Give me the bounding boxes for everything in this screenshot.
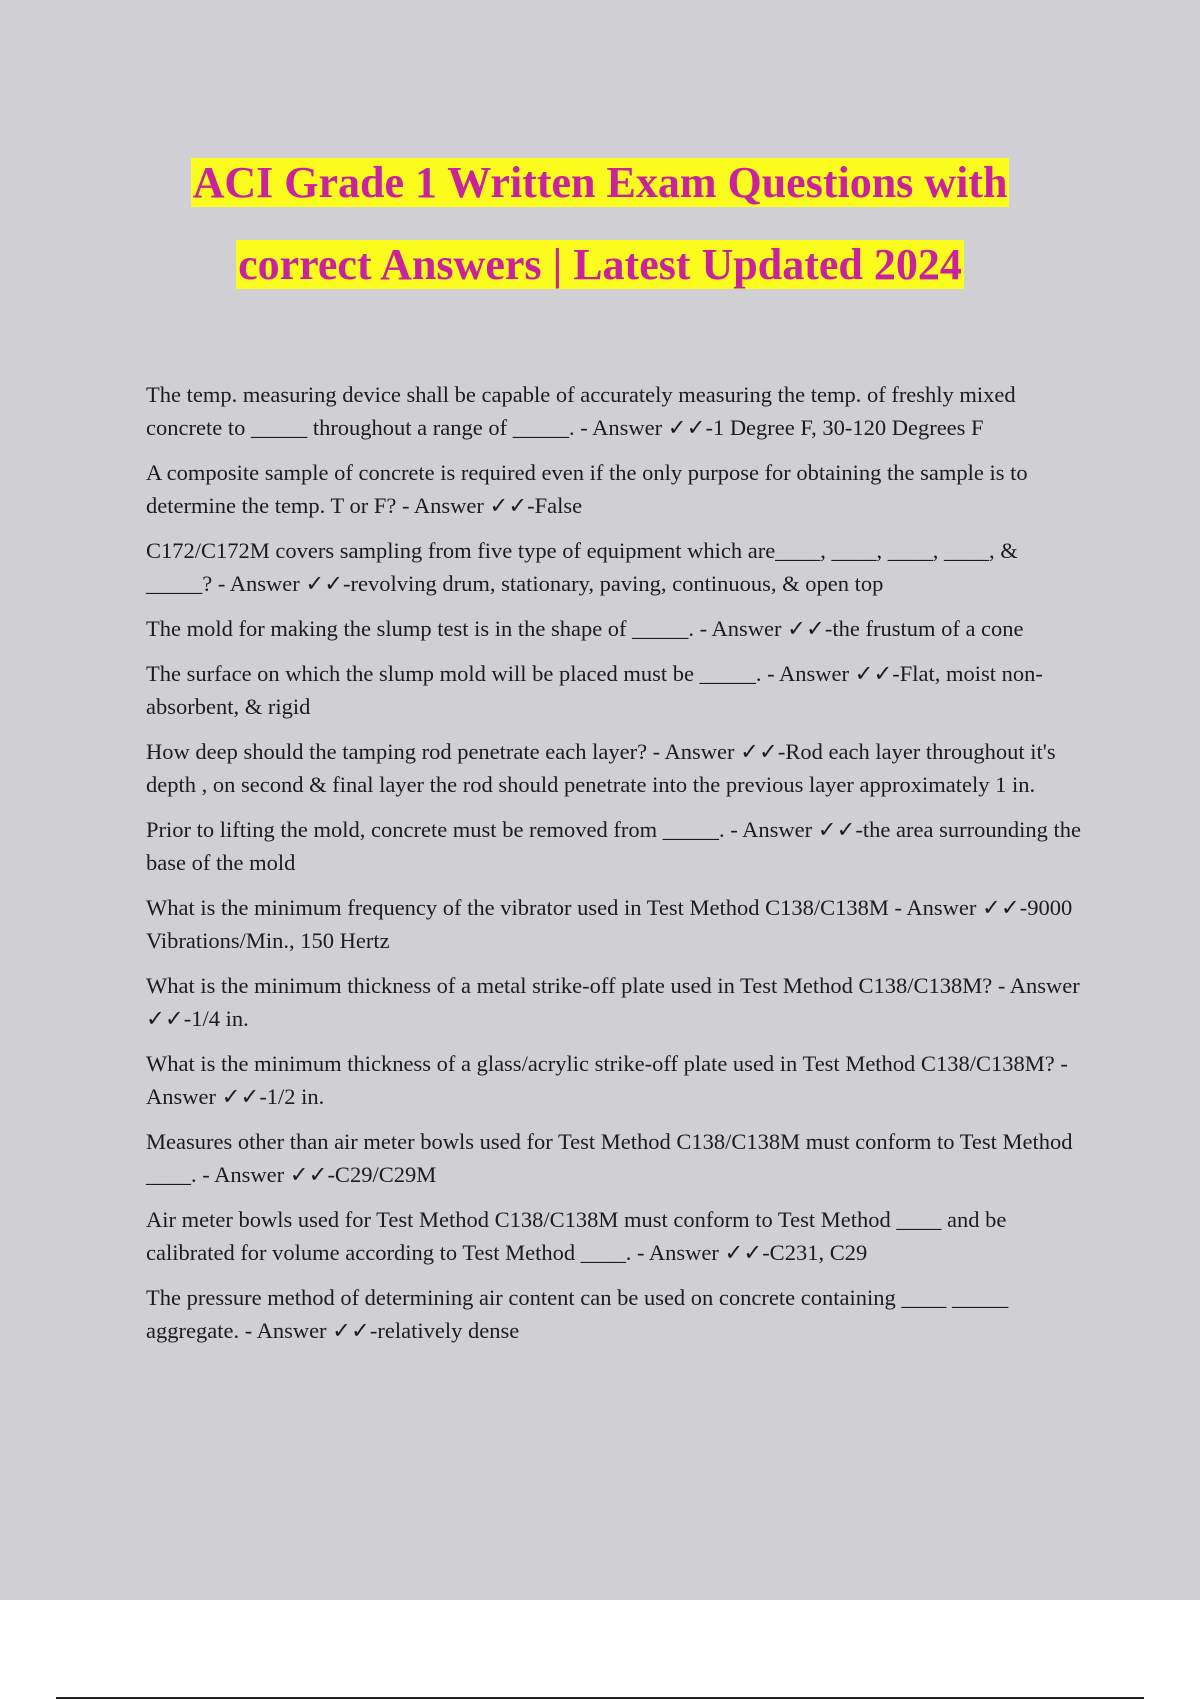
question-item: What is the minimum frequency of the vibrator used in Test Method C138/C138M - Answer ✓✓-9000 Vibrations/Min., 150 Hertz bbox=[146, 895, 1073, 953]
title-line-1: ACI Grade 1 Written Exam Questions with bbox=[192, 158, 1008, 207]
title-line-2: correct Answers | Latest Updated 2024 bbox=[238, 240, 962, 289]
question-item: How deep should the tamping rod penetrate each layer? - Answer ✓✓-Rod each layer throughout it's depth , on second & final layer the rod should penetrate into the previous layer approximately 1 in. bbox=[146, 739, 1056, 797]
question-item: C172/C172M covers sampling from five type of equipment which are____, ____, ____, ____, & _____? - Answer ✓✓-revolving drum, stationary, paving, continuous, & open top bbox=[146, 538, 1018, 596]
question-item: The temp. measuring device shall be capable of accurately measuring the temp. of freshly mixed concrete to _____ throughout a range of _____. - Answer ✓✓-1 Degree F, 30-120 Degrees F bbox=[146, 382, 1016, 440]
question-item: Prior to lifting the mold, concrete must be removed from _____. - Answer ✓✓-the area surrounding the base of the mold bbox=[146, 817, 1081, 875]
question-item: The pressure method of determining air content can be used on concrete containing ____ _____ aggregate. - Answer ✓✓-relatively dense bbox=[146, 1285, 1009, 1343]
question-item: A composite sample of concrete is required even if the only purpose for obtaining the sample is to determine the temp. T or F? - Answer ✓✓-False bbox=[146, 460, 1028, 518]
question-item: The mold for making the slump test is in the shape of _____. - Answer ✓✓-the frustum of a cone bbox=[146, 616, 1024, 641]
page-divider bbox=[56, 1697, 1144, 1699]
question-item: What is the minimum thickness of a metal strike-off plate used in Test Method C138/C138M? - Answer ✓✓-1/4 in. bbox=[146, 973, 1080, 1031]
question-item: Measures other than air meter bowls used for Test Method C138/C138M must conform to Test Method ____. - Answer ✓✓-C29/C29M bbox=[146, 1129, 1073, 1187]
document-title bbox=[0, 142, 1200, 306]
question-item: Air meter bowls used for Test Method C138/C138M must conform to Test Method ____ and be calibrated for volume according to Test Method ____. - Answer ✓✓-C231, C29 bbox=[146, 1207, 1007, 1265]
question-item: What is the minimum thickness of a glass/acrylic strike-off plate used in Test Method C138/C138M? - Answer ✓✓-1/2 in. bbox=[146, 1051, 1068, 1109]
question-item: The surface on which the slump mold will be placed must be _____. - Answer ✓✓-Flat, moist non-absorbent, & rigid bbox=[146, 661, 1043, 719]
question-list bbox=[146, 378, 1086, 1359]
